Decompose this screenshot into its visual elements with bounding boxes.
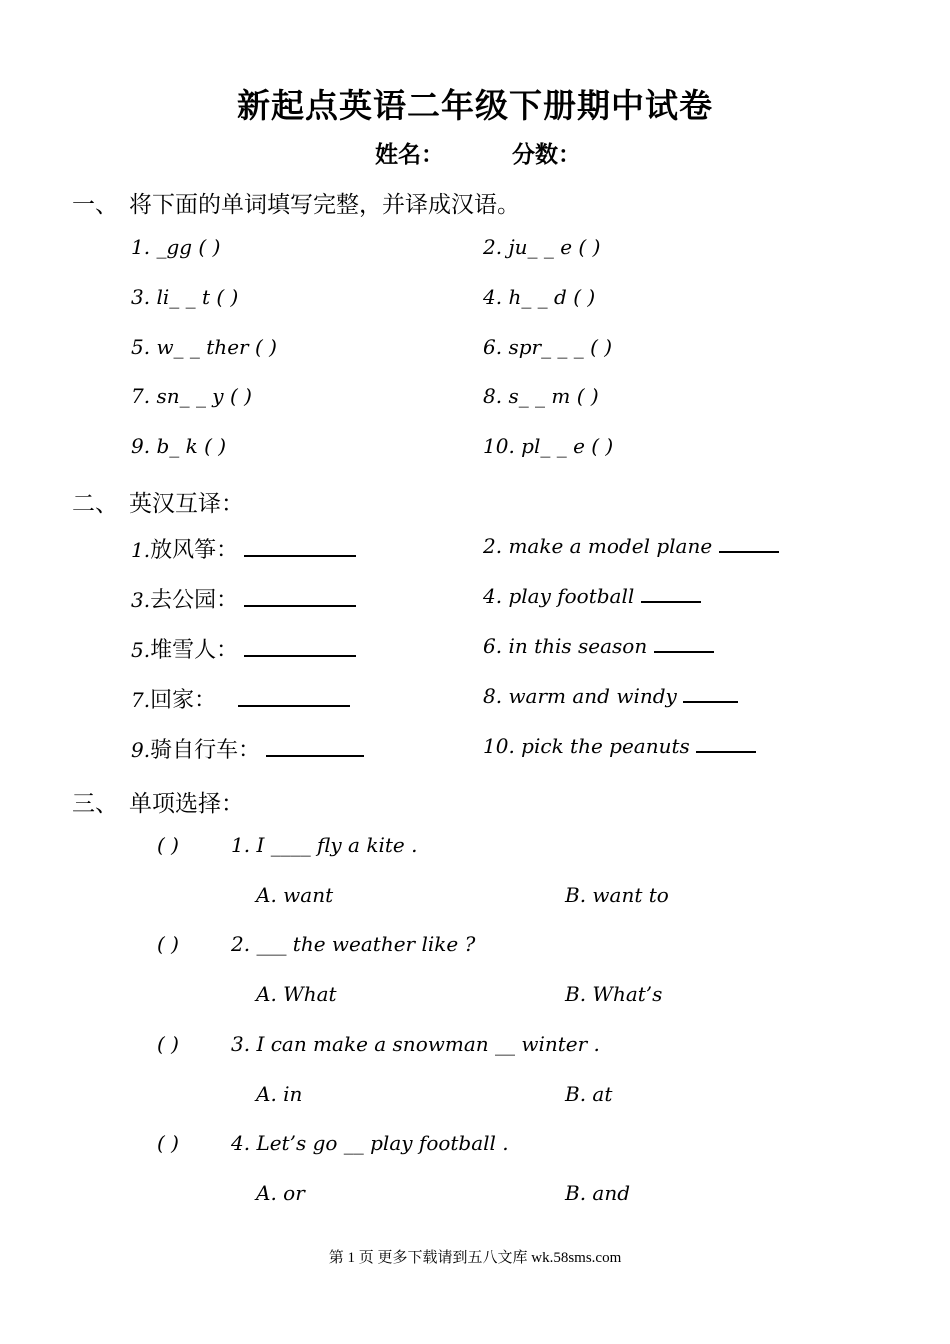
option-a: A. want bbox=[256, 883, 334, 907]
option-a: A. or bbox=[256, 1181, 305, 1205]
answer-paren[interactable]: ( ) bbox=[157, 932, 179, 956]
item-number: 9. bbox=[131, 738, 151, 762]
item-text: 堆雪人： bbox=[150, 638, 239, 663]
answer-blank[interactable] bbox=[696, 733, 756, 753]
answer-paren[interactable]: ( ) bbox=[157, 1131, 179, 1155]
item-text: 回家： bbox=[150, 688, 217, 713]
page-footer: 第 1 页 更多下载请到五八文库 wk.58sms.com bbox=[328, 1250, 622, 1266]
page-title: 新起点英语二年级下册期中试卷 bbox=[237, 86, 713, 125]
item-number: 7. bbox=[131, 688, 151, 712]
question-text: 2. ___ the weather like ? bbox=[231, 932, 476, 956]
option-b: B. at bbox=[565, 1082, 613, 1106]
answer-blank[interactable] bbox=[683, 683, 738, 703]
item-text: 10. pick the peanuts bbox=[483, 734, 690, 758]
question-text: 1. I ____ fly a kite . bbox=[231, 833, 418, 857]
section-instruction: 英汉互译： bbox=[129, 491, 244, 517]
answer-blank[interactable] bbox=[654, 633, 714, 653]
score-label: 分数： bbox=[512, 142, 581, 168]
item-text: 6. in this season bbox=[483, 634, 648, 658]
answer-paren[interactable]: ( ) bbox=[157, 1032, 179, 1056]
item-number: 5. bbox=[131, 638, 151, 662]
word-item: 6. spr_ _ _ ( ) bbox=[483, 335, 613, 359]
answer-blank[interactable] bbox=[244, 537, 356, 557]
word-item: 5. w_ _ ther ( ) bbox=[131, 335, 277, 359]
translate-item bbox=[483, 583, 701, 608]
section-number: 三、 bbox=[72, 791, 118, 817]
section-instruction: 单项选择： bbox=[129, 791, 244, 817]
answer-blank[interactable] bbox=[244, 587, 356, 607]
translate-item bbox=[131, 683, 350, 714]
answer-paren[interactable]: ( ) bbox=[157, 833, 179, 857]
option-b: B. What’s bbox=[565, 982, 663, 1006]
question-text: 4. Let’s go __ play football . bbox=[231, 1131, 509, 1155]
word-item: 8. s_ _ m ( ) bbox=[483, 384, 599, 408]
answer-blank[interactable] bbox=[238, 687, 350, 707]
word-item: 4. h_ _ d ( ) bbox=[483, 285, 596, 309]
item-text: 骑自行车： bbox=[150, 738, 261, 763]
item-number: 3. bbox=[131, 588, 151, 612]
option-b: B. want to bbox=[565, 883, 669, 907]
word-item: 10. pl_ _ e ( ) bbox=[483, 434, 614, 458]
translate-item bbox=[483, 633, 714, 658]
translate-item bbox=[483, 733, 756, 758]
section-number: 一、 bbox=[72, 192, 118, 218]
section-number: 二、 bbox=[72, 491, 118, 517]
word-item: 7. sn_ _ y ( ) bbox=[131, 384, 252, 408]
item-text: 去公园： bbox=[150, 588, 239, 613]
name-label: 姓名： bbox=[375, 142, 444, 168]
answer-blank[interactable] bbox=[641, 583, 701, 603]
answer-blank[interactable] bbox=[719, 533, 779, 553]
translate-item bbox=[131, 533, 356, 564]
word-item: 1. _gg ( ) bbox=[131, 235, 221, 259]
item-text: 放风筝： bbox=[150, 538, 239, 563]
translate-item bbox=[131, 583, 356, 614]
item-text: 4. play football bbox=[483, 584, 635, 608]
word-item: 9. b_ k ( ) bbox=[131, 434, 227, 458]
option-b: B. and bbox=[565, 1181, 631, 1205]
option-a: A. in bbox=[256, 1082, 303, 1106]
answer-blank[interactable] bbox=[266, 737, 364, 757]
word-item: 2. ju_ _ e ( ) bbox=[483, 235, 601, 259]
translate-item bbox=[131, 633, 356, 664]
answer-blank[interactable] bbox=[244, 637, 356, 657]
section-instruction: 将下面的单词填写完整，并译成汉语。 bbox=[129, 192, 520, 218]
item-text: 2. make a model plane bbox=[483, 534, 713, 558]
translate-item bbox=[483, 683, 738, 708]
translate-item bbox=[131, 733, 364, 764]
option-a: A. What bbox=[256, 982, 337, 1006]
word-item: 3. li_ _ t ( ) bbox=[131, 285, 239, 309]
question-text: 3. I can make a snowman __ winter . bbox=[231, 1032, 600, 1056]
item-number: 1. bbox=[131, 538, 151, 562]
translate-item bbox=[483, 533, 779, 558]
item-text: 8. warm and windy bbox=[483, 684, 677, 708]
